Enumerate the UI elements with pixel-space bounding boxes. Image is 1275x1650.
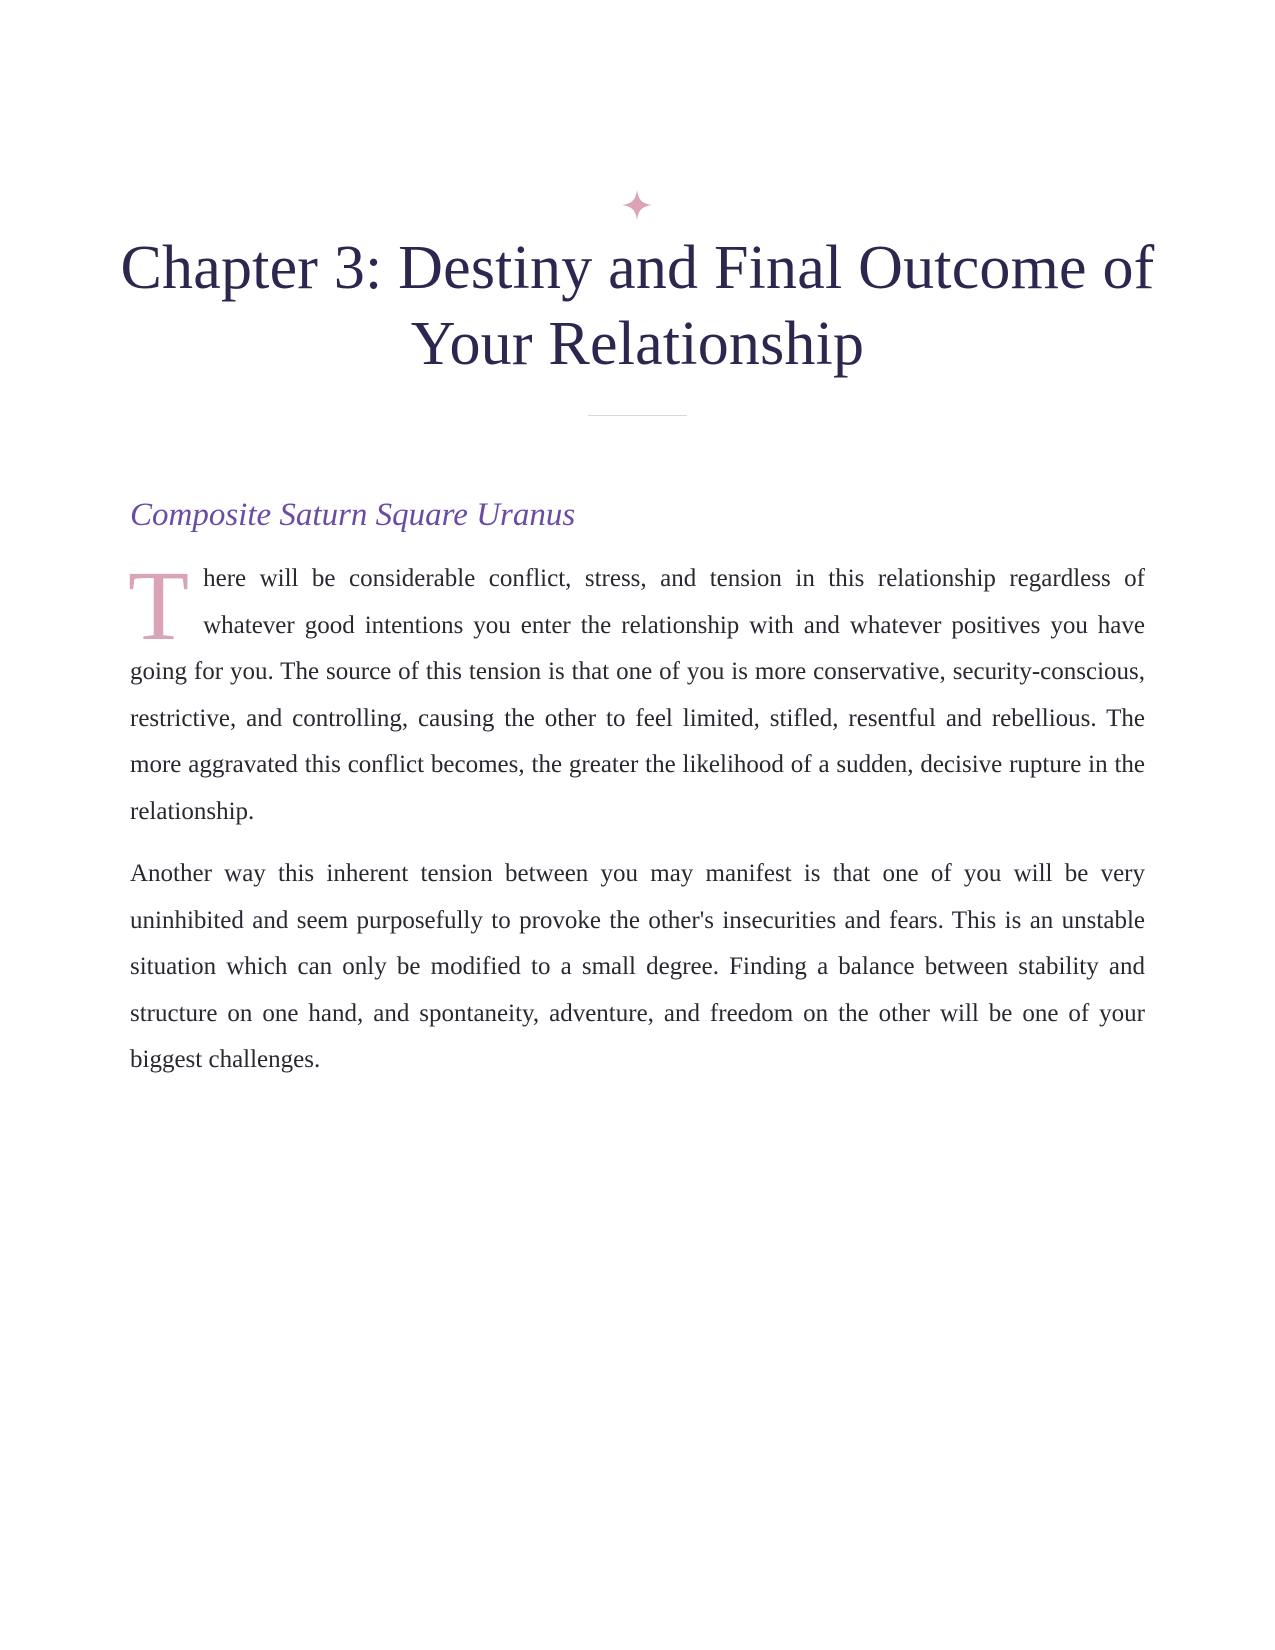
title-divider [588,415,687,416]
paragraph-1-text: here will be considerable conflict, stress, and tension in this relationship regardless of whatever good intentions you enter the relationship with and whatever positives you have going for you. The source of this tension is that one of you is more conservative, security-conscious, restrictive, and controlling, causing the other to feel limited, stifled, resentful and rebellious. The more aggravated this conflict becomes, the greater the likelihood of a sudden, decisive rupture in the relationship. [130,565,1145,825]
paragraph-1 [128,550,1145,835]
chapter-title: Chapter 3: Destiny and Final Outcome of Your Relationship [120,234,1155,378]
body-text [128,550,1145,1100]
four-point-star-icon [622,190,652,220]
paragraph-2: Another way this inherent tension between you may manifest is that one of you will be very uninhibited and seem purposefully to provoke the other's insecurities and fears. This is an unstable situation which can only be modified to a small degree. Finding a balance between stability and structure on one hand, and spontaneity, adventure, and freedom on the other will be one of your biggest challenges. [130,860,1145,1073]
drop-cap: T [128,550,190,661]
section-heading: Composite Saturn Square Uranus [130,497,576,533]
